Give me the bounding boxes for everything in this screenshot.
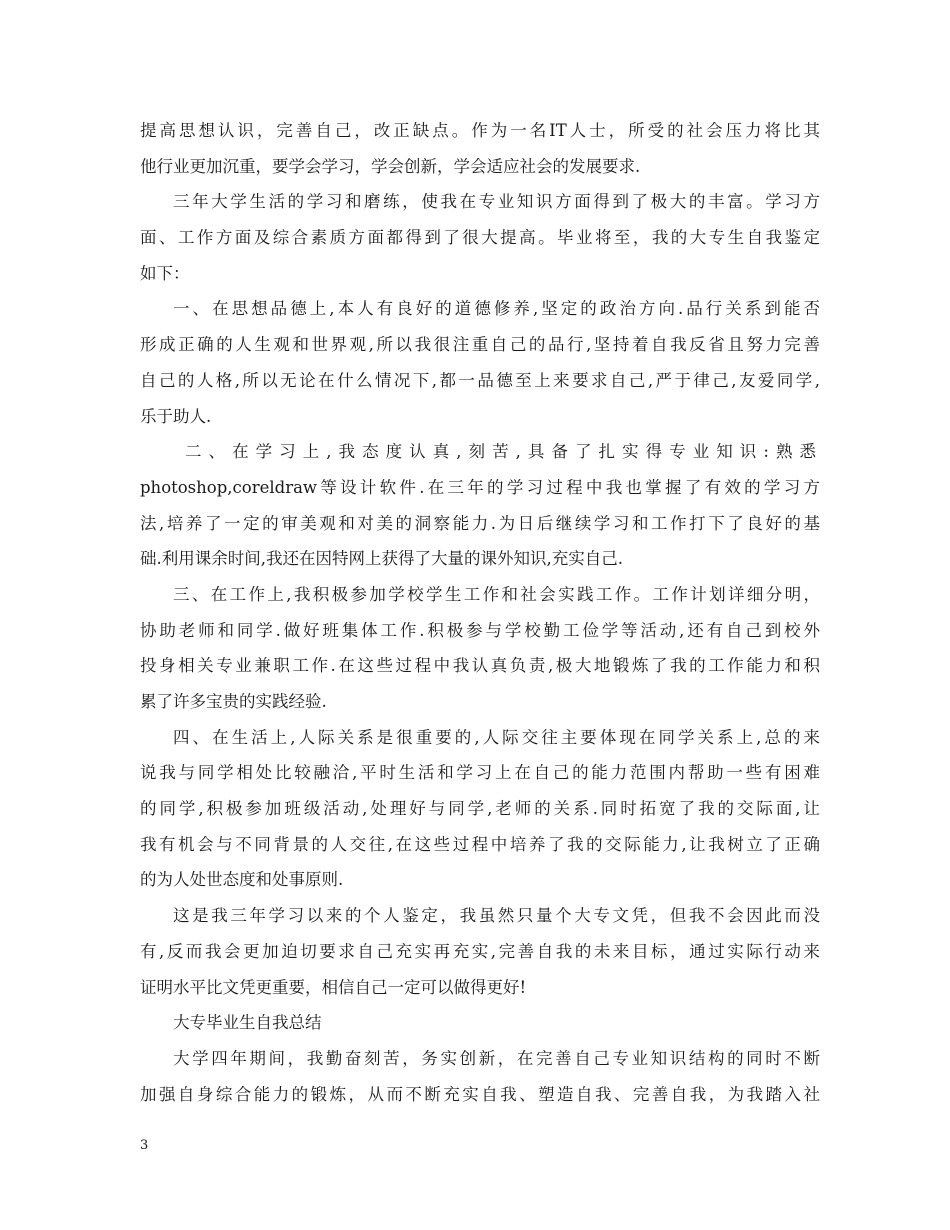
text-line: 累了许多宝贵的实践经验.: [140, 692, 327, 711]
text-line: 法,培养了一定的审美观和对美的洞察能力.为日后继续学习和工作打下了良好的基: [140, 513, 820, 533]
text-line: 证明水平比文凭更重要，相信自己一定可以做得更好!: [140, 977, 527, 997]
text-line: 的为人处世态度和处事原则.: [140, 870, 344, 890]
paragraph-start-line: 四、在生活上,人际关系是很重要的,人际交往主要体现在同学关系上,总的来: [173, 727, 820, 747]
text-line: 的同学,积极参加班级活动,处理好与同学,老师的关系.同时拓宽了我的交际面,让: [140, 799, 820, 819]
text-line: photoshop,coreldraw等设计软件.在三年的学习过程中我也掌握了有效的学习方: [140, 477, 820, 497]
text-line: 投身相关专业兼职工作.在这些过程中我认真负责,极大地锻炼了我的工作能力和积: [140, 656, 820, 676]
text-line: 说我与同学相处比较融洽,平时生活和学习上在自己的能力范围内帮助一些有困难: [140, 763, 820, 783]
paragraph-start-line: 三年大学生活的学习和磨练，使我在专业知识方面得到了极大的丰富。学习方: [173, 192, 820, 212]
section-heading: 大专毕业生自我总结: [173, 1013, 322, 1033]
paragraph-start-line: 三、在工作上,我积极参加学校学生工作和社会实践工作。工作计划详细分明，: [173, 584, 820, 604]
paragraph-start-line: 二、在学习上,我态度认真,刻苦,具备了扎实得专业知识:熟悉: [185, 442, 820, 462]
text-line: 协助老师和同学.做好班集体工作.积极参与学校勤工俭学等活动,还有自己到校外: [140, 620, 820, 640]
text-line: 面、工作方面及综合素质方面都得到了很大提高。毕业将至，我的大专生自我鉴定: [140, 228, 820, 248]
paragraph-start-line: 一、在思想品德上,本人有良好的道德修养,坚定的政治方向.品行关系到能否: [173, 299, 820, 319]
text-line: 如下：: [140, 263, 190, 283]
page-number: 3: [140, 1138, 149, 1153]
text-line: 他行业更加沉重，要学会学习，学会创新，学会适应社会的发展要求.: [140, 156, 641, 176]
text-line: 形成正确的人生观和世界观,所以我很注重自己的品行,坚持着自我反省且努力完善: [140, 335, 820, 355]
text-line: 我有机会与不同背景的人交往,在这些过程中培养了我的交际能力,让我树立了正确: [140, 834, 820, 854]
text-line: 础.利用课余时间,我还在因特网上获得了大量的课外知识,充实自己.: [140, 549, 623, 569]
document-body: [140, 113, 820, 1112]
paragraph-start-line: 这是我三年学习以来的个人鉴定，我虽然只量个大专文凭，但我不会因此而没: [173, 906, 820, 926]
text-line: 提高思想认识，完善自己，改正缺点。作为一名IT人士，所受的社会压力将比其: [140, 121, 820, 140]
text-line: 有,反而我会更加迫切要求自己充实再充实,完善自我的未来目标，通过实际行动来: [140, 941, 820, 961]
paragraph-start-line: 大学四年期间，我勤奋刻苦，务实创新，在完善自己专业知识结构的同时不断: [173, 1048, 820, 1068]
text-line: 自己的人格,所以无论在什么情况下,都一品德至上来要求自己,严于律己,友爱同学,: [140, 370, 820, 390]
text-line: 加强自身综合能力的锻炼，从而不断充实自我、塑造自我、完善自我，为我踏入社: [140, 1084, 820, 1104]
text-line: 乐于助人.: [140, 406, 212, 426]
